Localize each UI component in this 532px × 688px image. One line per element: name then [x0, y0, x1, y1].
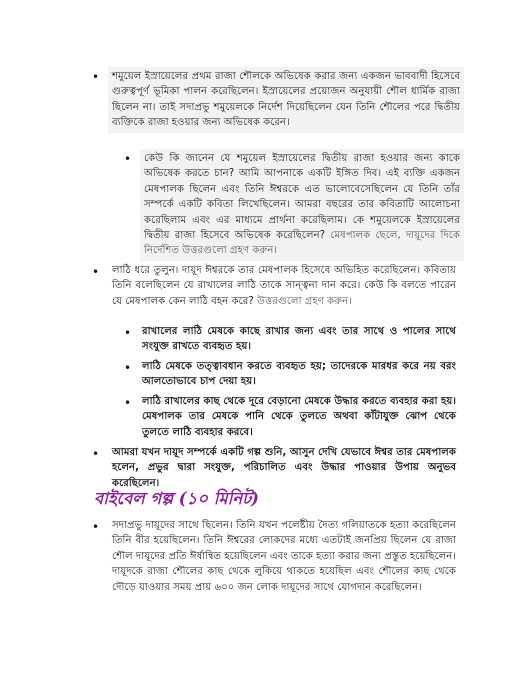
paragraph-staff-keep-close — [142, 324, 456, 355]
bullet-marker: • — [92, 447, 100, 461]
bullet-marker: • — [124, 152, 132, 166]
paragraph-staff-guide — [142, 359, 456, 390]
paragraph-text: রাখালের লাঠি মেষকে কাছে রাখার জন্য এবং তার সাথে ও পালের সাথে সংযুক্ত রাখতে ব্যবহৃত হয়। — [142, 326, 456, 353]
paragraph-david-story — [112, 518, 456, 595]
paragraph-text: লাঠি মেষকে তত্ত্বাবধান করতে ব্যবহৃত হয়; তাদেরকে মারধর করে নয় বরং আলতোভাবে চাপ দেয়া হয়। — [142, 361, 456, 388]
bullet-marker: • — [92, 520, 100, 534]
paragraph-story-intro — [112, 445, 456, 491]
paragraph-samuel-anointing — [108, 67, 464, 133]
paragraph-staff-rescue — [142, 394, 456, 440]
bullet-marker: • — [124, 396, 132, 410]
section-heading-bible-story: বাইবেল গল্প (১০ মিনিট) — [94, 489, 259, 508]
bullet-marker: • — [92, 265, 100, 279]
teacher-note: উত্তরগুলো গ্রহণ করুন। — [257, 295, 352, 307]
paragraph-second-king-question — [140, 149, 464, 261]
paragraph-hold-staff — [112, 263, 456, 309]
teacher-note: মেষপালক ছেলে, দায়ূদের দিকে নির্দেশিত উত্তরগুলো গ্রহণ করুন। — [144, 230, 460, 257]
bullet-marker: • — [124, 326, 132, 340]
paragraph-text: আমরা যখন দায়ূদ সম্পর্কে একটি গল্প শুনি, আসুন দেখি যেভাবে ঈশ্বর তার মেষপালক হলেন, প্রভুর দ্বারা সংযুক্ত, পরিচালিত এবং উদ্ধার পাওয়ার উপায় অনুভব করেছিলেন। — [112, 447, 457, 489]
bullet-marker: • — [92, 70, 100, 84]
paragraph-text: লাঠি রাখালের কাছ থেকে দূরে বেড়ানো মেষকে উদ্ধার করতে ব্যবহার করা হয়। মেষপালক তার মেষকে পানি থেকে তুলতে অথবা কাঁটাযুক্ত ঝোপ থেকে তুলতে লাঠি ব্যবহার করবে। — [142, 396, 456, 438]
paragraph-text: কেউ কি জানেন যে শমুয়েল ইস্রায়েলের দ্বিতীয় রাজা হওয়ার জন্য কাকে অভিষেক করতে চান? আমি আপনাকে একটি ইঙ্গিত দিব। এই ব্যক্তি একজন মেষপালক ছিলেন এবং তিনি ঈশ্বরকে এত ভালোবেসেছিলেন যে তিনি তাঁর সম্পর্কে একটি কবিতা লিখেছিলেন। আমরা বছরের তার কবিতাটি আলোচনা করেছিলাম এবং এর মাধ্যমে প্রার্থনা করেছিলাম। কে শমুয়েলকে ইস্রায়েলের দ্বিতীয় রাজা হিসেবে অভিষেক করেছিলেন? — [144, 153, 460, 242]
bullet-marker: • — [124, 361, 132, 375]
paragraph-text: সদাপ্রভু দায়ূদের সাথে ছিলেন। তিনি যখন পলেষ্টীয় দৈত্য গলিয়াতকে হত্যা করেছিলেন তিনি বীর হয়েছিলেন। তিনি ঈশ্বরের লোকদের মধ্যে এতটাই জনপ্রিয় ছিলেন যে রাজা শৌল দায়ূদের প্রতি ঈর্ষান্বিত হয়েছিলেন এবং তাকে হত্যা করার জন্য প্রস্তুত হয়েছিলেন। দায়ূদকে রাজা শৌলের কাছ থেকে লুকিয়ে থাকতে হয়েছিল এবং শৌলের কাছ থেকে দৌড়ে যাওয়ার সময় প্রায় ৬০০ জন লোক দায়ূদের সাথে যোগদান করেছিলেন। — [112, 520, 456, 593]
paragraph-text: লাঠি ধরে তুলুন। দায়ূদ ঈশ্বরকে তার মেষপালক হিসেবে অভিহিত করেছিলেন। কবিতায় তিনি বলেছিলেন যে রাখালের লাঠি তাকে সান্ত্বনা দান করে। কেউ কি বলতে পারেন যে মেষপালক কেন লাঠি বহন করে? — [112, 265, 456, 307]
paragraph-text: শমুয়েল ইস্রায়েলের প্রথম রাজা শৌলকে অভিষেক করার জন্য একজন ভাববাদী হিসেবে গুরুত্বপূর্ণ ভূমিকা পালন করেছিলেন। ইস্রায়েলের প্রয়োজন অনুযায়ী শৌল ধার্মিক রাজা ছিলেন না। তাই সদাপ্রভু শমুয়েলকে নির্দেশ দিয়েছিলেন যেন তিনি শৌলের পরে দ্বিতীয় ব্যক্তিকে রাজা হওয়ার জন্য অভিষেক করেন। — [112, 71, 460, 129]
